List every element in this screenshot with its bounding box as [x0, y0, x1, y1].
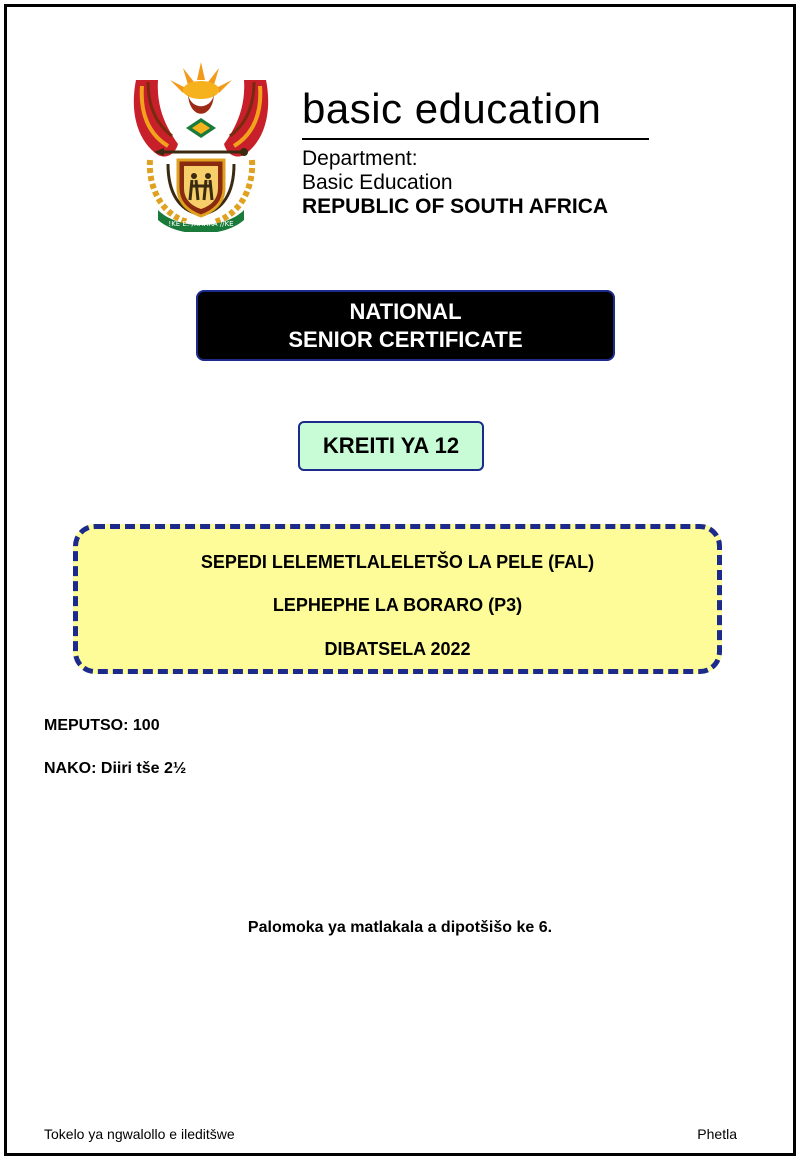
dept-line-country: REPUBLIC OF SOUTH AFRICA	[302, 195, 609, 218]
footer-turn-over: Phetla	[697, 1126, 737, 1142]
subject-name: SEPEDI LELEMETLALELETŠO LA PELE (FAL)	[200, 552, 595, 572]
svg-text:!KE E: /XARRA //KE: !KE E: /XARRA //KE	[168, 220, 234, 228]
nsc-line1: NATIONAL	[349, 298, 462, 324]
time-info: NAKO: Diiri tše 2½	[44, 760, 187, 777]
footer-copyright: Tokelo ya ngwalollo e ileditšwe	[44, 1126, 235, 1142]
exam-session: DIBATSELA 2022	[324, 639, 471, 659]
grade-label: KREITI YA 12	[322, 433, 460, 458]
nsc-line2: SENIOR CERTIFICATE	[288, 326, 523, 352]
paper-number: LEPHEPHE LA BORARO (P3)	[272, 595, 523, 615]
dept-title: basic education	[302, 85, 602, 132]
marks-info: MEPUTSO: 100	[44, 717, 160, 734]
dept-line-department: Department:	[302, 147, 418, 170]
dept-line-basic-education: Basic Education	[302, 171, 453, 194]
subject-box	[73, 524, 722, 674]
nsc-banner	[196, 290, 615, 361]
pages-note: Palomoka ya matlakala a dipotšišo ke 6.	[247, 919, 553, 936]
grade-banner	[298, 421, 484, 471]
dept-divider	[302, 138, 649, 140]
coat-of-arms-icon	[128, 60, 274, 232]
